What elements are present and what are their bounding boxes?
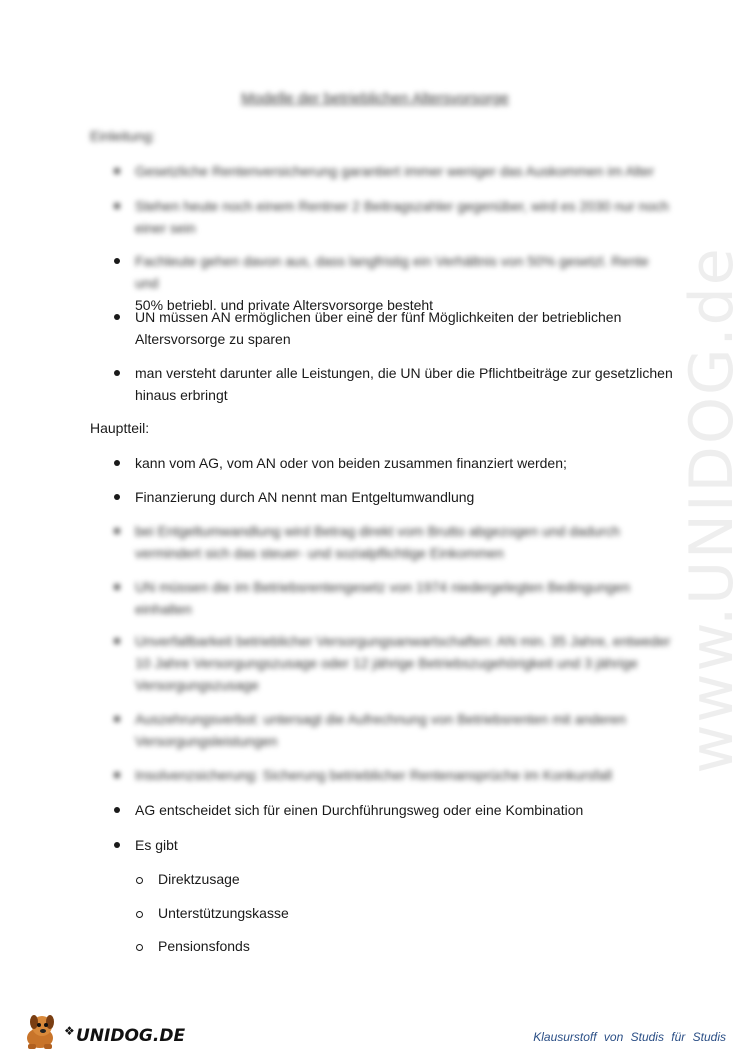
bullet-icon <box>114 584 120 590</box>
bullet-icon <box>114 168 120 174</box>
dog-mascot-icon <box>20 1012 64 1052</box>
footer-tagline: Klausurstoff von Studis für Studis <box>533 1030 726 1044</box>
bullet-icon <box>114 203 120 209</box>
logo-text: UNIDOG.DE <box>76 1026 186 1046</box>
sub-list-item: Pensionsfonds <box>136 935 250 957</box>
circle-bullet-icon <box>136 911 143 918</box>
paw-icon: ❖ <box>64 1024 75 1038</box>
list-item: kann vom AG, vom AN oder von beiden zusammen finanziert werden; <box>114 452 674 474</box>
watermark: www.UNIDOG.de <box>677 246 747 774</box>
list-item: Unverfallbarkeit betrieblicher Versorgungsanwartschaften: AN min. 35 Jahre, entweder 10 Jahre Versorgungszusage oder 12 jährige Betriebszugehörigkeit und 3 jährige Versorgungszusage <box>114 630 674 696</box>
bullet-icon <box>114 494 120 500</box>
main-heading: Hauptteil: <box>90 420 150 436</box>
list-item: Es gibt <box>114 834 674 856</box>
list-item: AG entscheidet sich für einen Durchführungsweg oder eine Kombination <box>114 799 674 821</box>
intro-heading: Einleitung: <box>90 128 156 144</box>
list-item: Stehen heute noch einem Rentner 2 Beitragszahler gegenüber, wird es 2030 nur noch einer sein <box>114 195 674 239</box>
list-item: Insolvenzsicherung: Sicherung betrieblicher Rentenansprüche im Konkursfall <box>114 764 674 786</box>
bullet-icon <box>114 842 120 848</box>
sub-list-item: Unterstützungskasse <box>136 902 289 924</box>
circle-bullet-icon <box>136 877 143 884</box>
bullet-icon <box>114 807 120 813</box>
list-item: bei Entgeltumwandlung wird Betrag direkt vom Brutto abgezogen und dadurch vermindert sich das steuer- und sozialpflichtige Einkommen <box>114 520 674 564</box>
document-title: Modelle der betrieblichen Altersvorsorge <box>241 90 509 107</box>
list-item: Fachleute gehen davon aus, dass langfristig ein Verhältnis von 50% gesetzl. Rente und 50% betriebl. und private Altersvorsorge besteht <box>114 250 674 316</box>
bullet-icon <box>114 314 120 320</box>
list-item: Gesetzliche Rentenversicherung garantiert immer weniger das Auskommen im Alter <box>114 160 674 182</box>
bullet-icon <box>114 772 120 778</box>
bullet-icon <box>114 370 120 376</box>
bullet-icon <box>114 528 120 534</box>
bullet-icon <box>114 638 120 644</box>
bullet-icon <box>114 258 120 264</box>
list-item: UN müssen AN ermöglichen über eine der fünf Möglichkeiten der betrieblichen Altersvorsorge zu sparen <box>114 306 674 350</box>
list-item: Auszehrungsverbot: untersagt die Aufrechnung von Betriebsrenten mit anderen Versorgungsleistungen <box>114 708 674 752</box>
list-item: UN müssen die im Betriebsrentengesetz von 1974 niedergelegten Bedingungen einhalten <box>114 576 674 620</box>
sub-list-item: Direktzusage <box>136 868 240 890</box>
bullet-icon <box>114 716 120 722</box>
bullet-icon <box>114 460 120 466</box>
list-item: Finanzierung durch AN nennt man Entgeltumwandlung <box>114 486 674 508</box>
list-item: man versteht darunter alle Leistungen, die UN über die Pflichtbeiträge zur gesetzlichen hinaus erbringt <box>114 362 674 406</box>
circle-bullet-icon <box>136 944 143 951</box>
